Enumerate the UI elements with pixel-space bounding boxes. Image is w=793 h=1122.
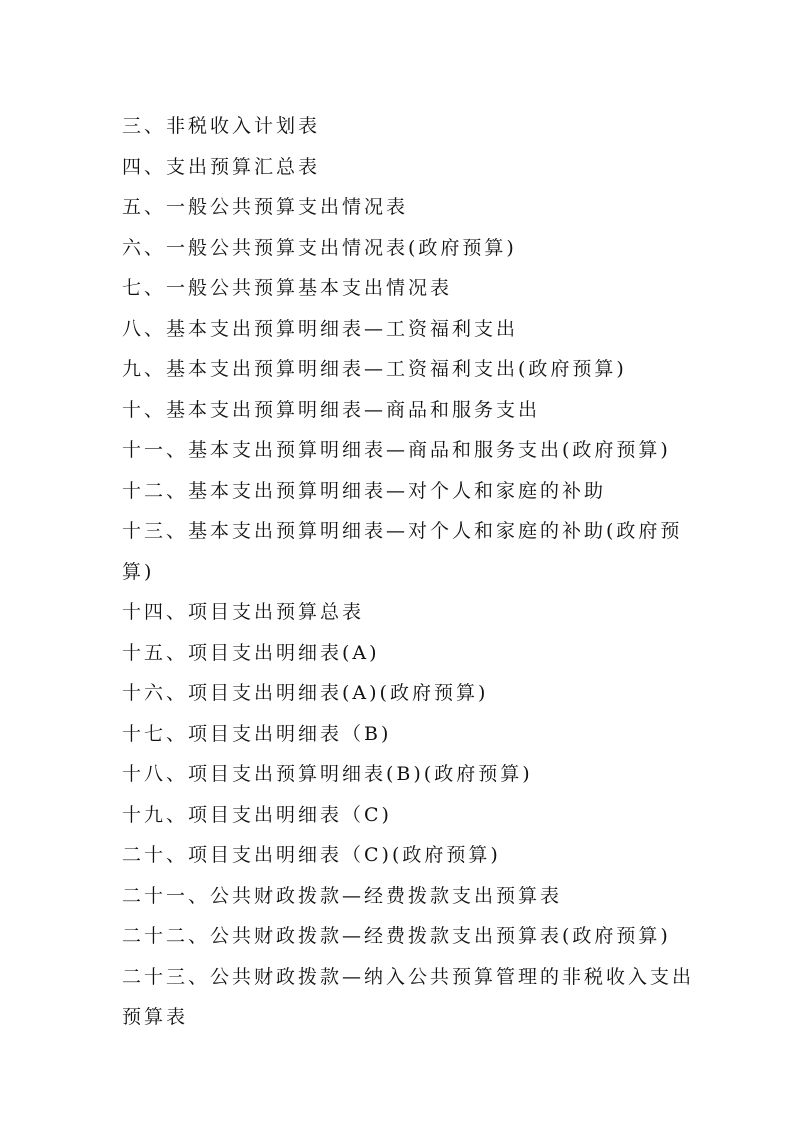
toc-line: 十四、项目支出预算总表	[122, 601, 365, 623]
toc-line: 五、一般公共预算支出情况表	[122, 196, 409, 218]
toc-line: 四、支出预算汇总表	[122, 155, 321, 178]
toc-line: 十三、基本支出预算明细表—对个人和家庭的补助(政府预	[122, 520, 683, 542]
table-of-contents	[122, 106, 695, 1038]
toc-line: 二十、项目支出明细表（C)(政府预算)	[122, 844, 501, 866]
toc-line: 十七、项目支出明细表（B)	[122, 722, 392, 745]
toc-line: 十六、项目支出明细表(A)(政府预算)	[122, 682, 489, 704]
toc-line: 十一、基本支出预算明细表—商品和服务支出(政府预算)	[122, 439, 671, 461]
toc-line-continuation: 算)	[122, 560, 155, 583]
toc-line: 二十二、公共财政拨款—经费拨款支出预算表(政府预算)	[122, 925, 671, 947]
toc-line: 八、基本支出预算明细表—工资福利支出	[122, 317, 519, 340]
toc-line: 九、基本支出预算明细表—工资福利支出(政府预算)	[122, 358, 627, 380]
toc-line: 七、一般公共预算基本支出情况表	[122, 277, 453, 299]
toc-line: 六、一般公共预算支出情况表(政府预算)	[122, 236, 517, 259]
toc-line: 十、基本支出预算明细表—商品和服务支出	[122, 398, 541, 421]
toc-line: 十五、项目支出明细表(A)	[122, 641, 380, 664]
toc-line: 二十三、公共财政拨款—纳入公共预算管理的非税收入支出	[122, 965, 695, 988]
toc-line: 十九、项目支出明细表（C)	[122, 803, 392, 826]
toc-line: 十八、项目支出预算明细表(B)(政府预算)	[122, 763, 533, 785]
toc-line-continuation: 预算表	[122, 1006, 189, 1028]
toc-line: 十二、基本支出预算明细表—对个人和家庭的补助	[122, 479, 607, 502]
toc-line: 三、非税收入计划表	[122, 115, 321, 137]
toc-line: 二十一、公共财政拨款—经费拨款支出预算表	[122, 884, 563, 907]
